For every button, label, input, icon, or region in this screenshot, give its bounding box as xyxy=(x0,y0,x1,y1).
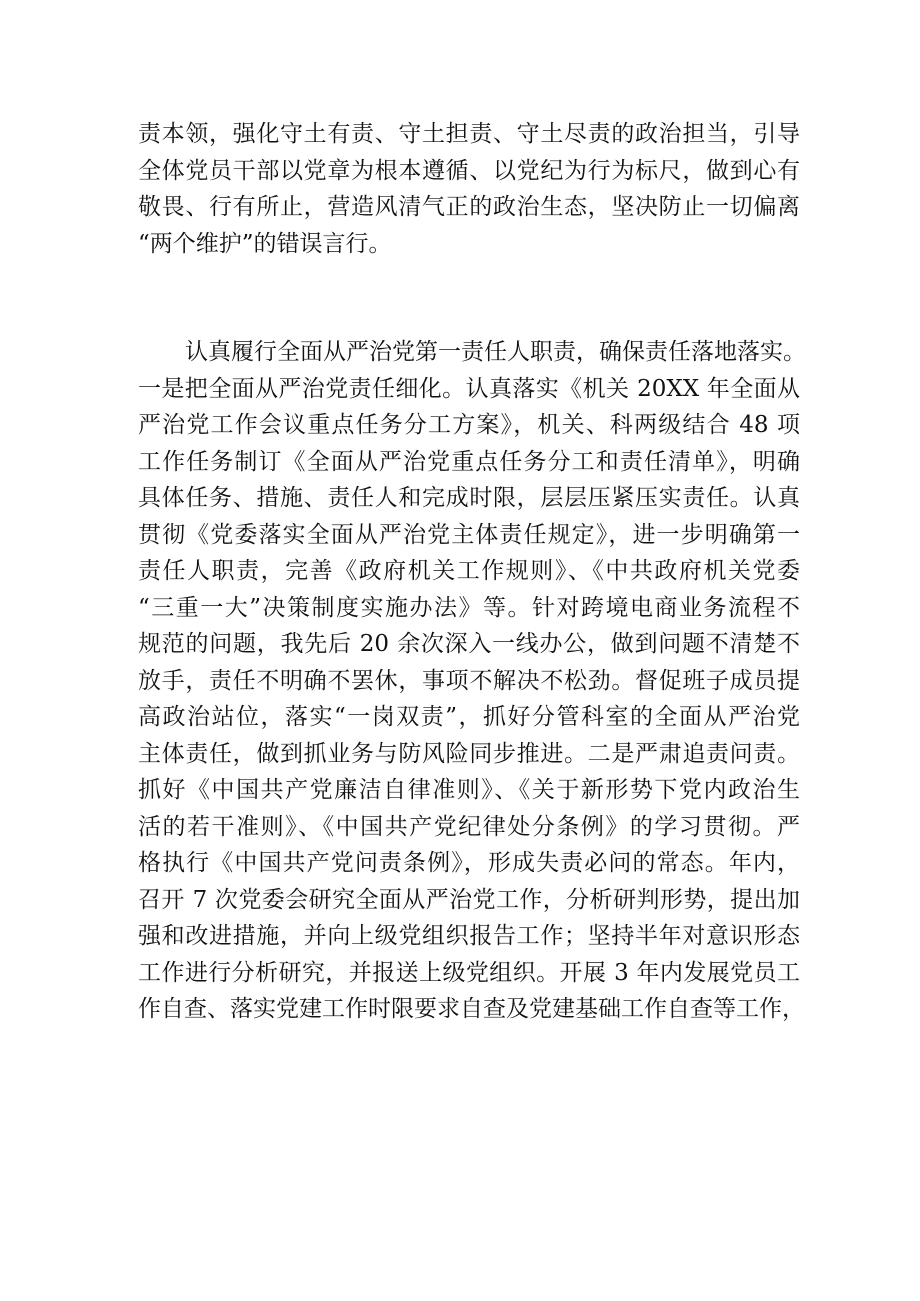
text-line: 高政治站位，落实“一岗双责”，抓好分管科室的全面从严治党 xyxy=(138,704,800,730)
text-line: 规范的问题，我先后 20 余次深入一线办公，做到问题不清楚不 xyxy=(138,631,800,657)
paragraph-2 xyxy=(138,334,806,1028)
text-line: 格执行《中国共产党问责条例》，形成失责必问的常态。年内， xyxy=(138,850,800,876)
text-line: 责任人职责，完善《政府机关工作规则》、《中共政府机关党委 xyxy=(138,558,800,584)
text-line: 放手，责任不明确不罢休，事项不解决不松劲。督促班子成员提 xyxy=(138,667,800,694)
text-line: 工作进行分析研究，并报送上级党组织。开展 3 年内发展党员工 xyxy=(138,959,800,986)
text-line: 活的若干准则》、《中国共产党纪律处分条例》的学习贯彻。严 xyxy=(138,813,800,840)
text-line: 主体责任，做到抓业务与防风险同步推进。二是严肃追责问责。 xyxy=(138,740,800,767)
text-line: “两个维护”的错误言行。 xyxy=(138,230,392,257)
text-line: 贯彻《党委落实全面从严治党主体责任规定》，进一步明确第一 xyxy=(138,521,800,548)
text-line: 严治党工作会议重点任务分工方案》，机关、科两级结合 48 项 xyxy=(138,412,800,438)
text-line: 工作任务制订《全面从严治党重点任务分工和责任清单》，明确 xyxy=(138,448,800,475)
text-line: 一是把全面从严治党责任细化。认真落实《机关 20XX 年全面从 xyxy=(138,375,800,402)
text-line: 全体党员干部以党章为根本遵循、以党纪为行为标尺，做到心有 xyxy=(138,157,800,184)
text-line: 抓好《中国共产党廉洁自律准则》、《关于新形势下党内政治生 xyxy=(138,777,800,803)
text-line: “三重一大”决策制度实施办法》等。针对跨境电商业务流程不 xyxy=(138,594,800,621)
text-line: 敬畏、行有所止，营造风清气正的政治生态，坚决防止一切偏离 xyxy=(138,194,800,220)
text-line: 具体任务、措施、责任人和完成时限，层层压紧压实责任。认真 xyxy=(138,485,800,511)
text-line: 责本领，强化守土有责、守土担责、守土尽责的政治担当，引导 xyxy=(138,121,800,147)
paragraph-1 xyxy=(138,116,800,262)
text-line: 强和改进措施，并向上级党组织报告工作；坚持半年对意识形态 xyxy=(138,923,800,949)
text-line: 认真履行全面从严治党第一责任人职责，确保责任落地落实。 xyxy=(185,339,806,365)
text-line: 召开 7 次党委会研究全面从严治党工作，分析研判形势，提出加 xyxy=(138,886,800,913)
text-line: 作自查、落实党建工作时限要求自查及党建基础工作自查等工作， xyxy=(138,996,805,1022)
